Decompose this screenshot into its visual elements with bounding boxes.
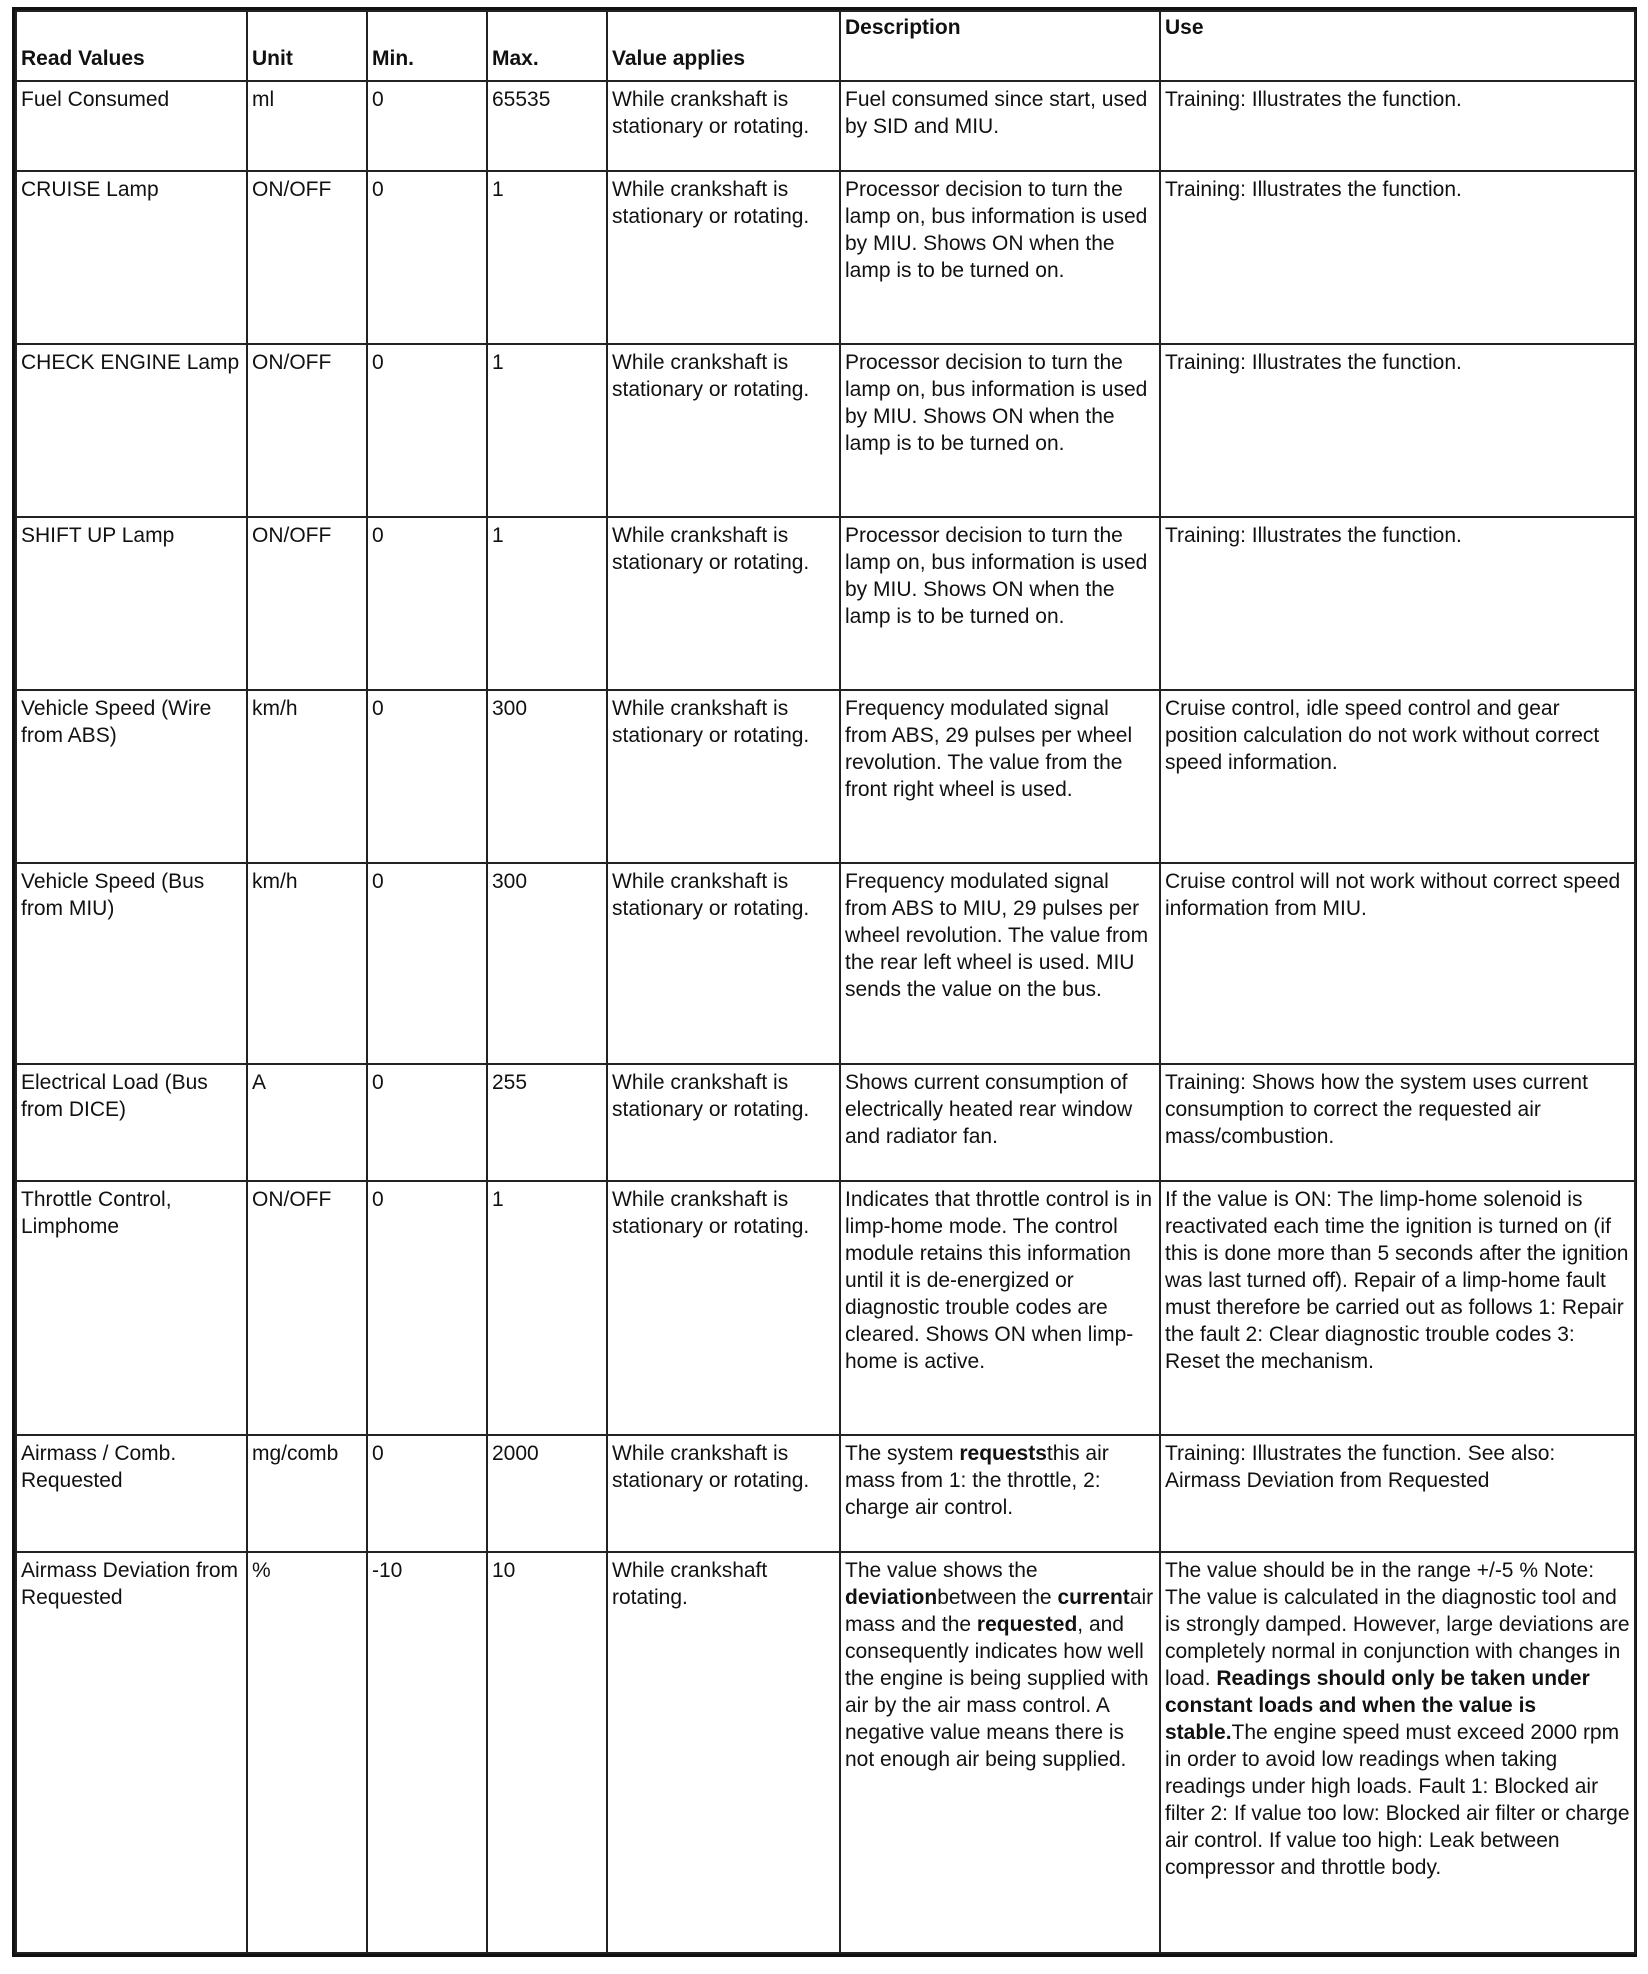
cell-min: 0 <box>367 1064 487 1181</box>
cell-value-applies: While crankshaft is stationary or rotating. <box>607 1181 840 1435</box>
cell-description: Processor decision to turn the lamp on, bus information is used by MIU. Shows ON when the lamp is to be turned on. <box>840 344 1160 517</box>
cell-unit: % <box>247 1552 367 1953</box>
cell-use: Cruise control, idle speed control and gear position calculation do not work without correct speed information. <box>1160 690 1635 863</box>
cell-use <box>1160 1552 1635 1953</box>
header-value-applies: Value applies <box>607 11 840 81</box>
cell-unit: ON/OFF <box>247 344 367 517</box>
cell-max: 300 <box>487 690 607 863</box>
cell-value-applies: While crankshaft is stationary or rotating. <box>607 171 840 344</box>
cell-min: 0 <box>367 517 487 690</box>
cell-min: 0 <box>367 863 487 1064</box>
cell-value-applies: While crankshaft is stationary or rotating. <box>607 81 840 171</box>
cell-value-applies: While crankshaft rotating. <box>607 1552 840 1953</box>
cell-read-value: Vehicle Speed (Wire from ABS) <box>16 690 247 863</box>
description-text: The system <box>845 1442 960 1465</box>
header-use: Use <box>1160 11 1635 81</box>
cell-value-applies: While crankshaft is stationary or rotating. <box>607 863 840 1064</box>
data-table-sheet <box>12 7 1637 1957</box>
cell-max: 300 <box>487 863 607 1064</box>
header-max: Max. <box>487 11 607 81</box>
cell-value-applies: While crankshaft is stationary or rotating. <box>607 690 840 863</box>
description-emphasis: current <box>1057 1586 1130 1609</box>
cell-use: Cruise control will not work without correct speed information from MIU. <box>1160 863 1635 1064</box>
cell-max: 255 <box>487 1064 607 1181</box>
table-row <box>16 171 1635 344</box>
cell-description <box>840 1552 1160 1953</box>
cell-use: If the value is ON: The limp-home solenoid is reactivated each time the ignition is turned on (if this is done more than 5 seconds after the ignition was last turned off). Repair of a limp-home fault must therefore be carried out as follows 1: Repair the fault 2: Clear diagnostic trouble codes 3: Reset the mechanism. <box>1160 1181 1635 1435</box>
description-text: between the <box>937 1586 1058 1609</box>
cell-read-value: Airmass / Comb. Requested <box>16 1435 247 1552</box>
description-emphasis: requested <box>976 1613 1078 1636</box>
cell-description: Frequency modulated signal from ABS, 29 pulses per wheel revolution. The value from the front right wheel is used. <box>840 690 1160 863</box>
cell-min: 0 <box>367 81 487 171</box>
cell-min: 0 <box>367 344 487 517</box>
description-emphasis: deviation <box>845 1586 938 1609</box>
table-row <box>16 1552 1635 1953</box>
cell-read-value: Throttle Control, Limphome <box>16 1181 247 1435</box>
cell-read-value: Electrical Load (Bus from DICE) <box>16 1064 247 1181</box>
cell-max: 1 <box>487 344 607 517</box>
cell-min: 0 <box>367 171 487 344</box>
cell-unit: ml <box>247 81 367 171</box>
cell-unit: ON/OFF <box>247 517 367 690</box>
table-row <box>16 1064 1635 1181</box>
cell-use: Training: Shows how the system uses current consumption to correct the requested air mass/combustion. <box>1160 1064 1635 1181</box>
cell-read-value: SHIFT UP Lamp <box>16 517 247 690</box>
table-row <box>16 1181 1635 1435</box>
cell-use: Training: Illustrates the function. <box>1160 344 1635 517</box>
cell-max: 1 <box>487 517 607 690</box>
cell-use: Training: Illustrates the function. <box>1160 81 1635 171</box>
use-text: The value should be in the range +/-5 % Note: The value is calculated in the diagnostic tool and is strongly damped. However, large deviations are completely normal in conjunction with changes in load. <box>1165 1559 1630 1690</box>
cell-read-value: Vehicle Speed (Bus from MIU) <box>16 863 247 1064</box>
cell-read-value: Airmass Deviation from Requested <box>16 1552 247 1953</box>
cell-max: 1 <box>487 1181 607 1435</box>
cell-max: 65535 <box>487 81 607 171</box>
cell-value-applies: While crankshaft is stationary or rotating. <box>607 517 840 690</box>
cell-unit: km/h <box>247 863 367 1064</box>
description-emphasis: requests <box>959 1442 1047 1465</box>
use-emphasis: Readings should only be taken under constant loads and when the value is stable. <box>1165 1667 1590 1744</box>
cell-description: Indicates that throttle control is in limp-home mode. The control module retains this information until it is de-energized or diagnostic trouble codes are cleared. Shows ON when limp-home is active. <box>840 1181 1160 1435</box>
cell-value-applies: While crankshaft is stationary or rotating. <box>607 1435 840 1552</box>
cell-min: -10 <box>367 1552 487 1953</box>
cell-use: Training: Illustrates the function. <box>1160 517 1635 690</box>
cell-unit: A <box>247 1064 367 1181</box>
read-values-table <box>15 10 1636 1954</box>
cell-max: 1 <box>487 171 607 344</box>
cell-read-value: CRUISE Lamp <box>16 171 247 344</box>
cell-min: 0 <box>367 1181 487 1435</box>
cell-use: Training: Illustrates the function. <box>1160 171 1635 344</box>
description-text: The value shows the <box>845 1559 1038 1582</box>
use-text: The engine speed must exceed 2000 rpm in order to avoid low readings when taking readings under high loads. Fault 1: Blocked air filter 2: If value too low: Blocked air filter or charge air control. If value too high: Leak between compressor and throttle body. <box>1165 1721 1630 1879</box>
cell-description: Processor decision to turn the lamp on, bus information is used by MIU. Shows ON when the lamp is to be turned on. <box>840 171 1160 344</box>
header-description: Description <box>840 11 1160 81</box>
description-text: this air mass from 1: the throttle, 2: charge air control. <box>845 1442 1109 1519</box>
table-row <box>16 1435 1635 1552</box>
table-row <box>16 517 1635 690</box>
table-row <box>16 81 1635 171</box>
cell-description: Processor decision to turn the lamp on, bus information is used by MIU. Shows ON when the lamp is to be turned on. <box>840 517 1160 690</box>
header-unit: Unit <box>247 11 367 81</box>
header-row <box>16 11 1635 81</box>
cell-read-value: Fuel Consumed <box>16 81 247 171</box>
cell-value-applies: While crankshaft is stationary or rotating. <box>607 1064 840 1181</box>
description-text: , and consequently indicates how well the engine is being supplied with air by the air mass control. A negative value means there is not enough air being supplied. <box>845 1613 1149 1771</box>
cell-unit: ON/OFF <box>247 171 367 344</box>
cell-description: Frequency modulated signal from ABS to MIU, 29 pulses per wheel revolution. The value from the rear left wheel is used. MIU sends the value on the bus. <box>840 863 1160 1064</box>
cell-description: Fuel consumed since start, used by SID and MIU. <box>840 81 1160 171</box>
cell-unit: mg/comb <box>247 1435 367 1552</box>
description-text: air mass and the <box>845 1586 1154 1636</box>
cell-min: 0 <box>367 690 487 863</box>
cell-max: 2000 <box>487 1435 607 1552</box>
cell-read-value: CHECK ENGINE Lamp <box>16 344 247 517</box>
cell-unit: km/h <box>247 690 367 863</box>
header-min: Min. <box>367 11 487 81</box>
table-row <box>16 690 1635 863</box>
cell-description: Shows current consumption of electrically heated rear window and radiator fan. <box>840 1064 1160 1181</box>
table-row <box>16 863 1635 1064</box>
cell-value-applies: While crankshaft is stationary or rotating. <box>607 344 840 517</box>
table-row <box>16 344 1635 517</box>
cell-description <box>840 1435 1160 1552</box>
header-read-values: Read Values <box>16 11 247 81</box>
cell-max: 10 <box>487 1552 607 1953</box>
cell-min: 0 <box>367 1435 487 1552</box>
cell-unit: ON/OFF <box>247 1181 367 1435</box>
cell-use: Training: Illustrates the function. See also: Airmass Deviation from Requested <box>1160 1435 1635 1552</box>
